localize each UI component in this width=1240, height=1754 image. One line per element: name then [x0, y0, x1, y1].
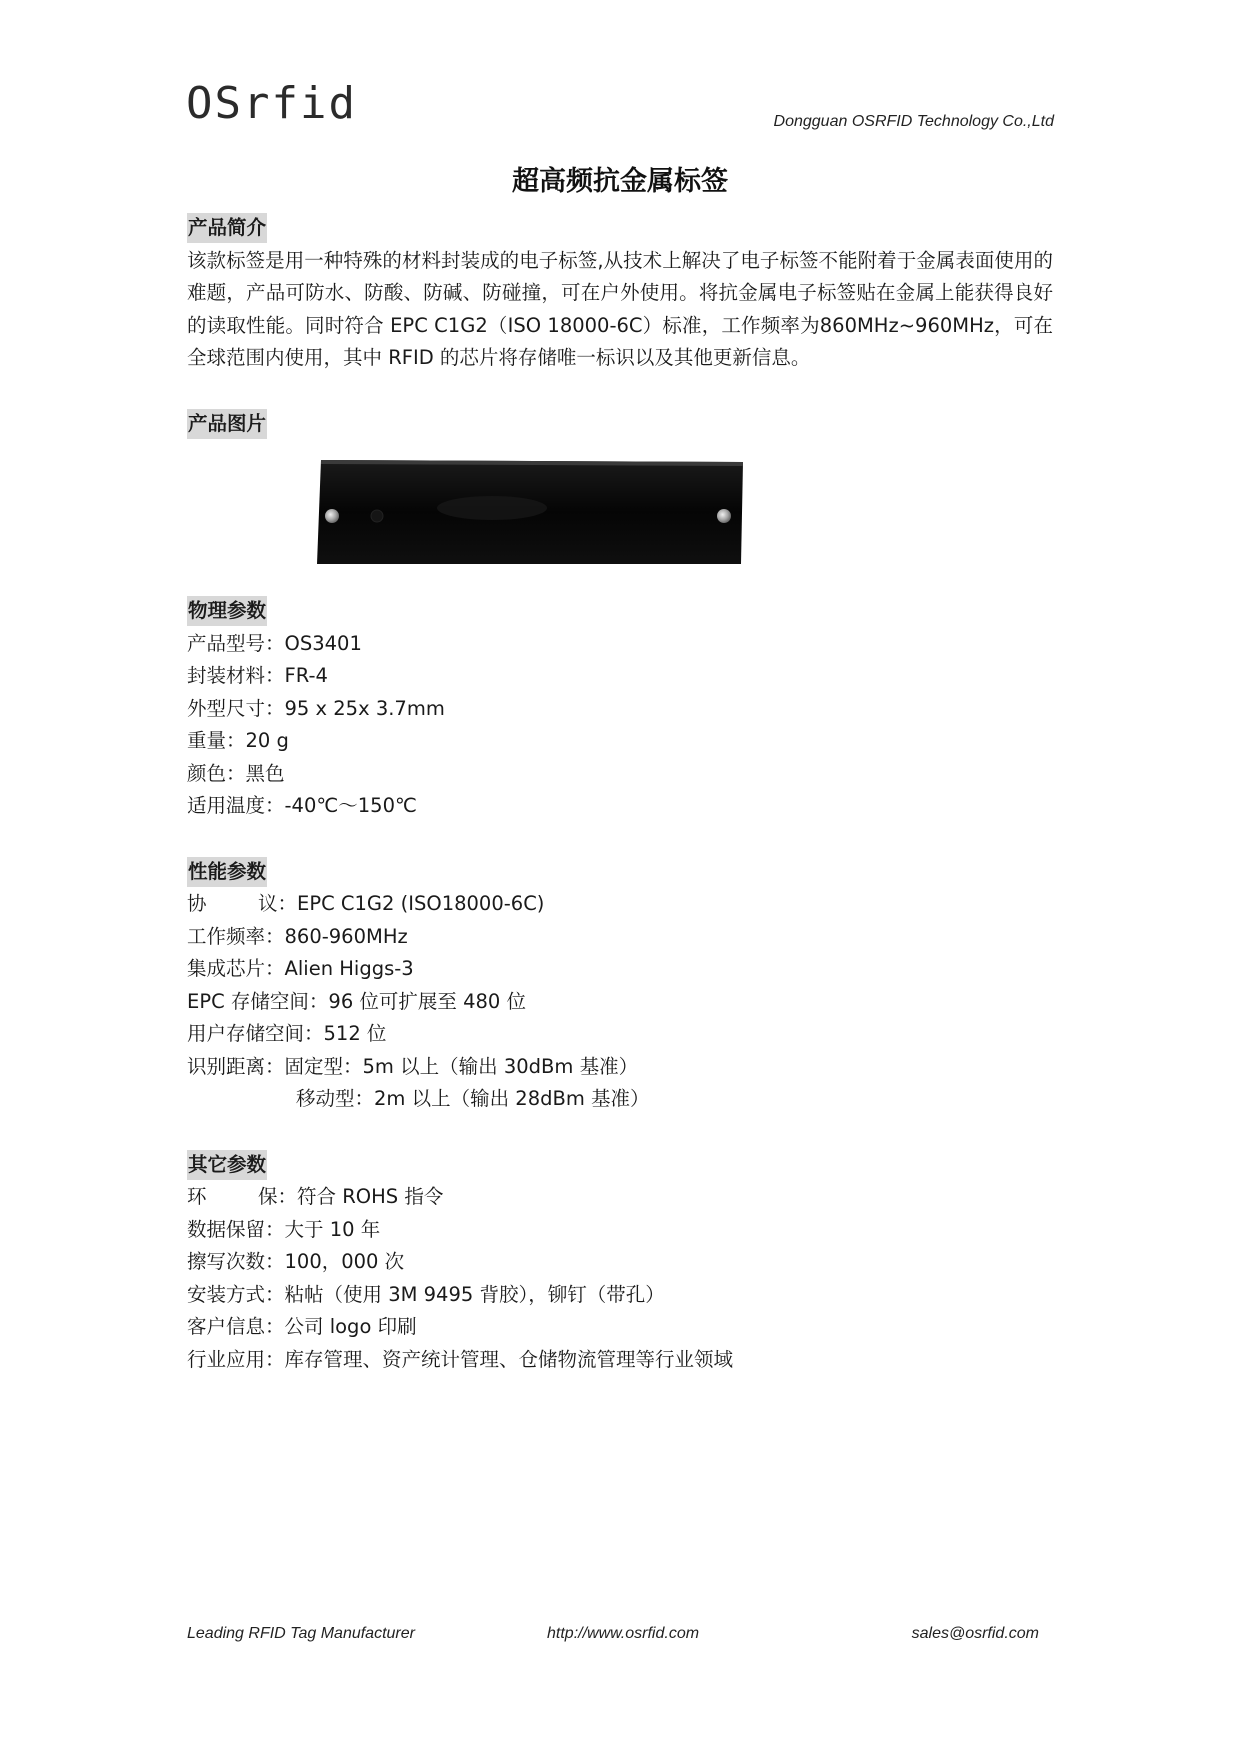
param-value: 固定型：5m 以上（输出 30dBm 基准） [284, 1054, 639, 1078]
param-row [187, 790, 1053, 823]
param-value: -40℃～150℃ [284, 794, 417, 817]
param-label: 外型尺寸： [187, 696, 285, 720]
param-row [187, 888, 1053, 921]
company-logo: OSrfid [186, 78, 357, 129]
param-value: EPC C1G2 (ISO18000-6C) [297, 892, 545, 915]
param-row [187, 725, 1053, 758]
section-heading-other: 其它参数 [187, 1150, 267, 1180]
performance-params [187, 888, 1053, 1116]
other-params [187, 1181, 1053, 1376]
company-name: Dongguan OSRFID Technology Co.,Ltd [773, 113, 1054, 130]
param-value: FR-4 [284, 664, 328, 687]
param-label: 适用温度： [187, 794, 285, 817]
param-label: 数据保留： [187, 1217, 285, 1241]
physical-params [187, 628, 1053, 823]
footer-email-link[interactable]: sales@osrfid.com [911, 1625, 1039, 1642]
param-value: 公司 logo 印刷 [284, 1315, 417, 1338]
param-label: EPC 存储空间： [187, 989, 329, 1013]
param-row [187, 1214, 1053, 1247]
product-photo [317, 460, 743, 564]
intro-paragraph: 该款标签是用一种特殊的材料封装成的电子标签,从技术上解决了电子标签不能附着于金属表面使用的难题，产品可防水、防酸、防碱、防碰撞，可在户外使用。将抗金属电子标签贴在金属上能获得良好的读取性能。同时符合 EPC C1G2（ISO 18000-6C）标准，工作频率为860MHz~960MHz，可在全球范围内使用，其中 RFID 的芯片将存储唯一标识以及其他更新信息。 [187, 248, 1053, 369]
param-label: 产品型号： [187, 631, 285, 655]
section-heading-photo: 产品图片 [187, 409, 267, 439]
param-value: 粘帖（使用 3M 9495 背胶），铆钉（带孔） [284, 1282, 665, 1306]
product-photo-area [187, 440, 1053, 595]
param-row [187, 1181, 1053, 1214]
param-value: 符合 ROHS 指令 [297, 1185, 444, 1208]
param-value: 100，000 次 [284, 1250, 405, 1273]
page-title: 超高频抗金属标签 [512, 166, 728, 197]
param-label: 封装材料： [187, 664, 285, 687]
param-row [187, 1311, 1053, 1344]
param-value: 移动型：2m 以上（输出 28dBm 基准） [296, 1087, 650, 1110]
param-label: 识别距离： [187, 1054, 285, 1078]
param-label: 用户存储空间： [187, 1022, 324, 1045]
section-heading-intro: 产品简介 [187, 213, 267, 243]
param-row [187, 1083, 1053, 1116]
param-row [187, 693, 1053, 726]
param-value: 512 位 [323, 1022, 387, 1045]
param-value: Alien Higgs-3 [284, 957, 414, 980]
param-value: 20 g [245, 729, 289, 752]
param-row [187, 1018, 1053, 1051]
param-label: 集成芯片： [187, 957, 285, 980]
param-value: 860-960MHz [284, 924, 408, 948]
param-label: 工作频率： [187, 924, 285, 948]
param-label: 客户信息： [187, 1315, 285, 1338]
footer-website-link[interactable]: http://www.osrfid.com [547, 1625, 700, 1642]
param-label: 协 议： [187, 892, 297, 915]
param-row [187, 1246, 1053, 1279]
param-value: 库存管理、资产统计管理、仓储物流管理等行业领域 [284, 1347, 734, 1371]
param-label: 行业应用： [187, 1347, 285, 1371]
param-label: 擦写次数： [187, 1250, 285, 1273]
param-label: 安装方式： [187, 1282, 285, 1306]
param-label: 颜色： [187, 761, 246, 785]
param-label: 环 保： [187, 1185, 297, 1208]
page-footer [187, 1625, 1053, 1649]
param-value: 黑色 [245, 761, 285, 785]
section-heading-performance: 性能参数 [187, 857, 267, 887]
param-row [187, 986, 1053, 1019]
footer-tagline: Leading RFID Tag Manufacturer [187, 1625, 415, 1642]
param-label: 重量： [187, 729, 246, 752]
param-row [187, 921, 1053, 954]
param-row [187, 1051, 1053, 1084]
param-row [187, 953, 1053, 986]
param-row [187, 758, 1053, 791]
param-value: 95 x 25x 3.7mm [284, 696, 445, 720]
param-row [187, 1279, 1053, 1312]
param-row [187, 660, 1053, 693]
document-body [187, 212, 1053, 1376]
param-row [187, 628, 1053, 661]
param-row [187, 1344, 1053, 1377]
param-value: OS3401 [284, 631, 362, 655]
param-value: 96 位可扩展至 480 位 [328, 989, 527, 1013]
param-value: 大于 10 年 [284, 1217, 381, 1241]
section-heading-physical: 物理参数 [187, 596, 267, 626]
